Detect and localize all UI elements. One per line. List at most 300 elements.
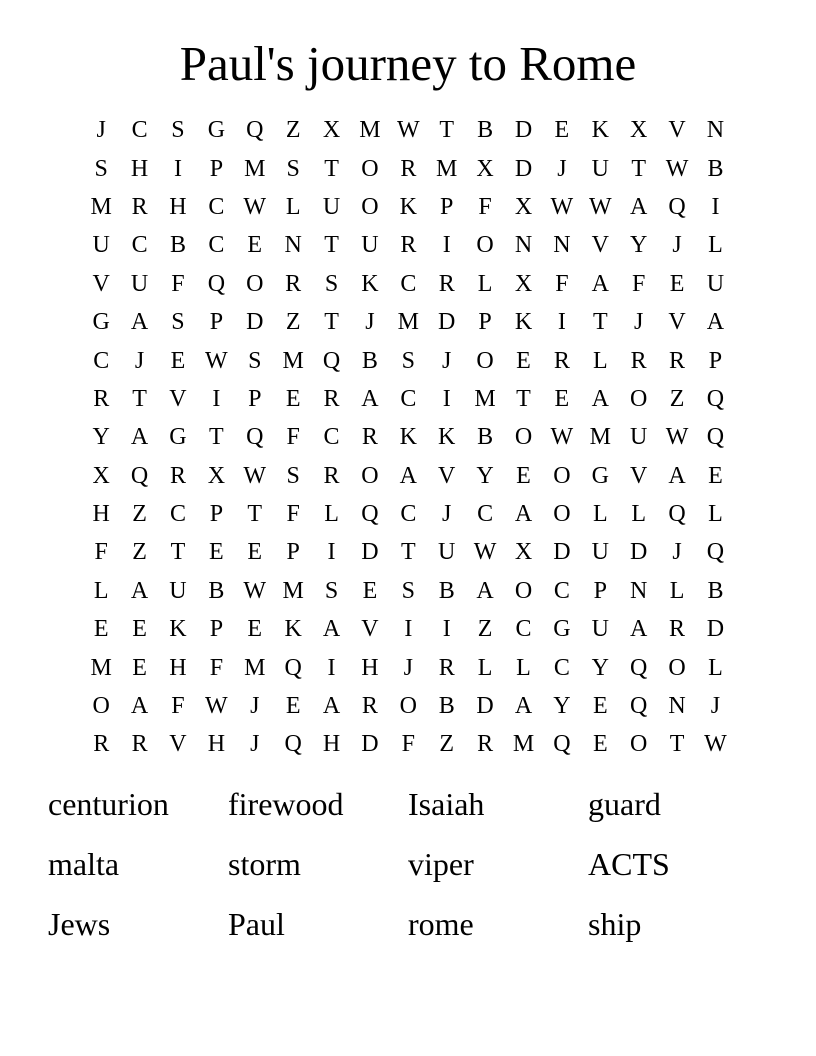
- grid-letter: C: [553, 577, 570, 604]
- grid-letter: M: [90, 193, 112, 220]
- grid-letter: L: [592, 347, 608, 374]
- grid-letter: W: [243, 462, 267, 489]
- grid-letter: I: [327, 654, 336, 681]
- grid-letter: H: [169, 654, 187, 681]
- grid-letter: U: [361, 232, 379, 259]
- grid-letter: Q: [668, 193, 686, 220]
- grid-letter: T: [592, 309, 608, 336]
- grid-letter: C: [208, 193, 225, 220]
- grid-letter: A: [130, 693, 149, 720]
- word-list-item: ACTS: [588, 846, 670, 882]
- grid-letter: O: [246, 270, 264, 297]
- grid-letter: J: [442, 347, 452, 374]
- grid-letter: X: [207, 462, 226, 489]
- grid-letter: E: [170, 347, 186, 374]
- grid-letter: V: [668, 309, 686, 336]
- grid-letter: U: [591, 616, 609, 643]
- grid-letter: J: [442, 501, 452, 528]
- grid-letter: T: [324, 309, 339, 336]
- grid-letter: C: [477, 501, 494, 528]
- grid-letter: K: [591, 117, 609, 144]
- grid-letter: M: [397, 309, 419, 336]
- grid-letter: F: [631, 270, 646, 297]
- grid-letter: H: [92, 501, 110, 528]
- grid-letter: T: [324, 232, 339, 259]
- grid-letter: L: [324, 501, 339, 528]
- grid-letter: L: [669, 577, 685, 604]
- grid-letter: T: [132, 385, 147, 412]
- grid-letter: E: [362, 577, 378, 604]
- grid-letter: E: [592, 693, 608, 720]
- grid-letter: X: [514, 539, 533, 566]
- grid-letter: A: [514, 501, 533, 528]
- grid-letter: X: [322, 117, 341, 144]
- grid-letter: H: [169, 193, 187, 220]
- grid-letter: J: [557, 155, 567, 182]
- grid-letter: C: [400, 385, 417, 412]
- grid-letter: K: [399, 193, 417, 220]
- grid-letter: A: [629, 193, 648, 220]
- grid-letter: F: [209, 654, 224, 681]
- grid-letter: E: [516, 462, 531, 489]
- grid-letter: F: [171, 693, 185, 720]
- grid-letter: D: [514, 155, 533, 182]
- grid-letter: Z: [669, 385, 685, 412]
- grid-letter: P: [209, 309, 224, 336]
- grid-letter: Z: [285, 117, 301, 144]
- grid-letter: M: [282, 577, 304, 604]
- grid-letter: T: [631, 155, 646, 182]
- word-list-item: Isaiah: [408, 786, 485, 822]
- grid-letter: M: [436, 155, 458, 182]
- word-list-item: centurion: [48, 786, 169, 822]
- grid-letter: U: [169, 577, 187, 604]
- grid-letter: H: [130, 155, 149, 182]
- grid-letter: W: [205, 693, 228, 720]
- grid-letter: R: [323, 462, 340, 489]
- grid-letter: R: [438, 654, 455, 681]
- grid-letter: S: [286, 462, 300, 489]
- grid-letter: W: [396, 117, 420, 144]
- grid-letter: M: [512, 731, 535, 758]
- grid-letter: R: [93, 731, 110, 758]
- grid-letter: P: [209, 616, 224, 643]
- grid-letter: E: [132, 654, 147, 681]
- grid-letter: B: [707, 155, 724, 182]
- grid-letter: E: [247, 232, 263, 259]
- grid-letter: Q: [361, 501, 379, 528]
- grid-letter: F: [94, 539, 108, 566]
- grid-letter: O: [476, 347, 494, 374]
- grid-letter: R: [93, 385, 110, 412]
- grid-letter: J: [134, 347, 145, 374]
- grid-letter: E: [554, 117, 570, 144]
- grid-letter: K: [514, 309, 533, 336]
- grid-letter: F: [286, 501, 300, 528]
- grid-letter: E: [554, 385, 570, 412]
- grid-letter: P: [478, 309, 492, 336]
- grid-letter: L: [93, 577, 109, 604]
- grid-letter: V: [591, 232, 609, 259]
- grid-letter: T: [400, 539, 416, 566]
- grid-letter: A: [629, 616, 648, 643]
- grid-letter: S: [324, 270, 339, 297]
- grid-letter: F: [286, 424, 300, 451]
- grid-letter: X: [92, 462, 110, 489]
- grid-letter: N: [629, 577, 648, 604]
- grid-letter: R: [169, 462, 186, 489]
- grid-letter: K: [169, 616, 187, 643]
- grid-letter: N: [706, 117, 725, 144]
- grid-letter: O: [553, 462, 571, 489]
- grid-letter: A: [514, 693, 533, 720]
- grid-letter: Q: [668, 501, 686, 528]
- grid-letter: D: [476, 693, 494, 720]
- grid-letter: A: [130, 577, 149, 604]
- grid-letter: W: [243, 193, 267, 220]
- grid-letter: O: [361, 193, 379, 220]
- grid-letter: U: [92, 232, 110, 259]
- grid-letter: K: [284, 616, 302, 643]
- grid-letter: E: [708, 462, 723, 489]
- grid-letter: Q: [629, 693, 648, 720]
- grid-letter: Z: [132, 539, 147, 566]
- grid-letter: E: [592, 731, 608, 758]
- grid-letter: B: [208, 577, 225, 604]
- grid-letter: Y: [476, 462, 494, 489]
- grid-letter: Q: [322, 347, 341, 374]
- grid-letter: P: [440, 193, 454, 220]
- grid-letter: J: [672, 232, 682, 259]
- grid-letter: E: [285, 693, 301, 720]
- grid-letter: Q: [284, 654, 302, 681]
- word-list-item: viper: [408, 846, 474, 882]
- grid-letter: Q: [207, 270, 226, 297]
- grid-letter: U: [130, 270, 149, 297]
- grid-letter: O: [399, 693, 417, 720]
- grid-letter: V: [361, 616, 379, 643]
- grid-letter: Q: [130, 462, 149, 489]
- grid-letter: Y: [591, 654, 609, 681]
- grid-letter: S: [324, 577, 339, 604]
- grid-letter: M: [474, 385, 496, 412]
- grid-letter: J: [672, 539, 682, 566]
- word-list-item: Jews: [48, 906, 111, 942]
- grid-letter: I: [212, 385, 221, 412]
- grid-letter: U: [322, 193, 341, 220]
- grid-letter: O: [92, 693, 110, 720]
- grid-letter: C: [169, 501, 186, 528]
- grid-letter: M: [90, 654, 112, 681]
- grid-letter: Q: [284, 731, 302, 758]
- grid-letter: B: [438, 577, 455, 604]
- grid-letter: O: [514, 577, 533, 604]
- grid-letter: G: [207, 117, 226, 144]
- grid-letter: B: [438, 693, 455, 720]
- grid-letter: A: [130, 424, 149, 451]
- word-list-item: Paul: [228, 906, 285, 942]
- grid-letter: C: [553, 654, 570, 681]
- grid-letter: R: [323, 385, 340, 412]
- grid-letter: Z: [439, 731, 455, 758]
- grid-letter: J: [365, 309, 375, 336]
- grid-letter: H: [322, 731, 341, 758]
- grid-letter: J: [96, 117, 106, 144]
- grid-letter: C: [400, 270, 417, 297]
- grid-letter: E: [247, 539, 263, 566]
- grid-letter: R: [630, 347, 647, 374]
- grid-letter: W: [665, 155, 689, 182]
- grid-letter: L: [708, 501, 723, 528]
- grid-letter: L: [631, 501, 646, 528]
- grid-letter: F: [555, 270, 569, 297]
- grid-letter: T: [170, 539, 186, 566]
- grid-letter: P: [593, 577, 607, 604]
- grid-letter: R: [131, 193, 148, 220]
- grid-letter: J: [710, 693, 721, 720]
- grid-letter: P: [708, 347, 723, 374]
- grid-letter: R: [669, 347, 686, 374]
- grid-letter: R: [131, 731, 148, 758]
- grid-letter: M: [244, 155, 266, 182]
- grid-letter: G: [92, 309, 110, 336]
- grid-letter: T: [324, 155, 339, 182]
- grid-letter: W: [665, 424, 689, 451]
- grid-letter: A: [668, 462, 686, 489]
- grid-letter: F: [478, 193, 492, 220]
- grid-letter: L: [285, 193, 301, 220]
- grid-letter: R: [285, 270, 302, 297]
- grid-letter: R: [438, 270, 455, 297]
- grid-letter: A: [591, 270, 609, 297]
- grid-letter: M: [244, 654, 266, 681]
- grid-letter: R: [400, 232, 417, 259]
- grid-letter: Y: [629, 232, 648, 259]
- grid-letter: A: [591, 385, 609, 412]
- grid-letter: M: [359, 117, 381, 144]
- grid-letter: O: [361, 462, 379, 489]
- letter-grid: [82, 111, 735, 764]
- grid-letter: D: [553, 539, 571, 566]
- grid-letter: O: [553, 501, 571, 528]
- grid-letter: W: [588, 193, 612, 220]
- grid-letter: X: [514, 270, 533, 297]
- word-list: [48, 774, 768, 954]
- grid-letter: B: [707, 577, 724, 604]
- grid-letter: W: [205, 347, 228, 374]
- grid-letter: Q: [706, 385, 725, 412]
- grid-letter: F: [401, 731, 415, 758]
- grid-letter: W: [704, 731, 727, 758]
- grid-letter: A: [322, 616, 341, 643]
- grid-letter: I: [442, 616, 451, 643]
- grid-letter: K: [438, 424, 456, 451]
- grid-letter: R: [477, 731, 494, 758]
- grid-letter: T: [516, 385, 531, 412]
- grid-letter: O: [514, 424, 533, 451]
- grid-letter: V: [169, 731, 187, 758]
- grid-letter: W: [550, 424, 574, 451]
- grid-letter: S: [171, 309, 185, 336]
- word-list-item: rome: [408, 906, 474, 942]
- grid-letter: A: [399, 462, 417, 489]
- grid-letter: I: [557, 309, 566, 336]
- grid-letter: Q: [706, 424, 725, 451]
- grid-letter: S: [401, 347, 415, 374]
- grid-letter: D: [246, 309, 264, 336]
- grid-letter: O: [361, 155, 379, 182]
- grid-letter: B: [477, 424, 494, 451]
- grid-letter: J: [403, 654, 413, 681]
- grid-letter: L: [477, 270, 493, 297]
- grid-letter: C: [323, 424, 340, 451]
- grid-letter: M: [282, 347, 304, 374]
- grid-letter: J: [250, 693, 260, 720]
- grid-letter: D: [361, 539, 379, 566]
- grid-letter: U: [629, 424, 648, 451]
- grid-letter: G: [553, 616, 571, 643]
- grid-letter: V: [92, 270, 110, 297]
- grid-letter: V: [438, 462, 456, 489]
- word-list-item: guard: [588, 786, 661, 822]
- grid-letter: L: [592, 501, 608, 528]
- grid-letter: G: [169, 424, 187, 451]
- grid-letter: G: [591, 462, 609, 489]
- grid-letter: H: [361, 654, 379, 681]
- grid-letter: X: [629, 117, 648, 144]
- grid-letter: E: [209, 539, 224, 566]
- grid-letter: U: [591, 539, 609, 566]
- grid-letter: A: [476, 577, 494, 604]
- grid-letter: Q: [246, 424, 264, 451]
- grid-letter: R: [361, 424, 378, 451]
- grid-letter: L: [516, 654, 531, 681]
- word-list-item: ship: [588, 906, 642, 942]
- grid-letter: J: [633, 309, 644, 336]
- word-list-item: storm: [228, 846, 301, 882]
- grid-letter: O: [476, 232, 494, 259]
- grid-letter: C: [400, 501, 417, 528]
- grid-letter: C: [93, 347, 110, 374]
- grid-letter: S: [401, 577, 415, 604]
- grid-letter: W: [550, 193, 574, 220]
- grid-letter: D: [514, 117, 533, 144]
- grid-letter: C: [131, 117, 148, 144]
- grid-letter: D: [361, 731, 379, 758]
- grid-letter: B: [477, 117, 494, 144]
- grid-letter: X: [476, 155, 494, 182]
- grid-letter: Y: [553, 693, 571, 720]
- grid-letter: T: [669, 731, 685, 758]
- grid-letter: I: [404, 616, 413, 643]
- grid-letter: C: [515, 616, 532, 643]
- grid-letter: Q: [553, 731, 571, 758]
- grid-letter: F: [171, 270, 185, 297]
- grid-letter: E: [285, 385, 301, 412]
- grid-letter: T: [209, 424, 224, 451]
- grid-letter: N: [284, 232, 302, 259]
- grid-letter: Z: [285, 309, 301, 336]
- grid-letter: B: [361, 347, 378, 374]
- grid-letter: Q: [246, 117, 264, 144]
- grid-letter: T: [439, 117, 455, 144]
- grid-letter: E: [516, 347, 531, 374]
- grid-letter: L: [708, 232, 723, 259]
- grid-letter: S: [171, 117, 185, 144]
- grid-letter: Z: [132, 501, 147, 528]
- grid-letter: A: [706, 309, 725, 336]
- grid-letter: V: [169, 385, 187, 412]
- grid-letter: E: [93, 616, 109, 643]
- grid-letter: O: [629, 385, 648, 412]
- grid-letter: I: [442, 232, 451, 259]
- grid-letter: I: [327, 539, 336, 566]
- grid-letter: R: [553, 347, 570, 374]
- grid-letter: R: [400, 155, 417, 182]
- grid-letter: K: [361, 270, 379, 297]
- grid-letter: A: [361, 385, 379, 412]
- grid-letter: A: [130, 309, 149, 336]
- grid-letter: J: [250, 731, 260, 758]
- grid-letter: A: [322, 693, 341, 720]
- grid-letter: I: [442, 385, 451, 412]
- grid-letter: D: [438, 309, 456, 336]
- grid-letter: T: [247, 501, 263, 528]
- grid-letter: S: [94, 155, 108, 182]
- grid-letter: R: [361, 693, 378, 720]
- grid-letter: Q: [706, 539, 725, 566]
- grid-letter: N: [514, 232, 533, 259]
- grid-letter: W: [243, 577, 267, 604]
- word-list-item: firewood: [228, 786, 344, 822]
- grid-letter: V: [629, 462, 648, 489]
- grid-letter: B: [169, 232, 186, 259]
- grid-letter: S: [286, 155, 300, 182]
- grid-letter: W: [473, 539, 497, 566]
- grid-letter: N: [553, 232, 571, 259]
- grid-letter: M: [589, 424, 611, 451]
- grid-letter: O: [629, 731, 648, 758]
- grid-letter: N: [668, 693, 686, 720]
- grid-letter: C: [131, 232, 148, 259]
- grid-letter: L: [708, 654, 723, 681]
- page-title: Paul's journey to Rome: [179, 36, 637, 91]
- grid-letter: R: [669, 616, 686, 643]
- grid-letter: P: [209, 501, 224, 528]
- grid-letter: I: [711, 193, 720, 220]
- grid-letter: C: [208, 232, 225, 259]
- grid-letter: Z: [477, 616, 493, 643]
- grid-letter: U: [706, 270, 725, 297]
- grid-letter: X: [514, 193, 533, 220]
- grid-letter: K: [399, 424, 417, 451]
- grid-letter: I: [173, 155, 182, 182]
- grid-letter: Q: [629, 654, 648, 681]
- grid-letter: D: [706, 616, 725, 643]
- grid-letter: Y: [92, 424, 110, 451]
- grid-letter: S: [248, 347, 262, 374]
- word-list-item: malta: [48, 846, 120, 882]
- grid-letter: E: [132, 616, 147, 643]
- grid-letter: E: [669, 270, 685, 297]
- grid-letter: U: [591, 155, 609, 182]
- grid-letter: V: [668, 117, 686, 144]
- grid-letter: P: [286, 539, 300, 566]
- grid-letter: U: [438, 539, 456, 566]
- grid-letter: H: [207, 731, 226, 758]
- grid-letter: P: [209, 155, 224, 182]
- grid-letter: P: [248, 385, 262, 412]
